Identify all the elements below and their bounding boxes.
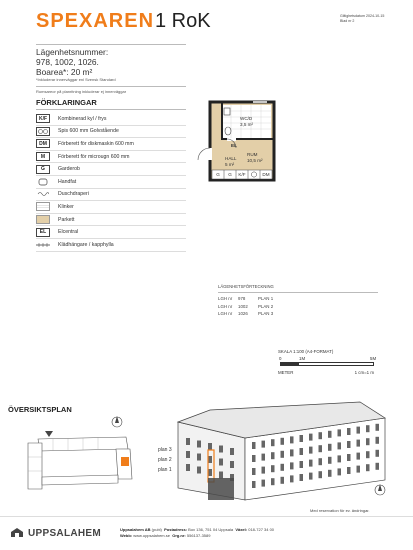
window-icon <box>262 480 266 487</box>
window-icon <box>290 462 294 469</box>
area-note: *Inkluderar innerväggar enl Svensk Standard <box>36 77 116 82</box>
legend-item <box>36 214 186 227</box>
room-area-note: Rumsareor på planritning inkluderar ej innerväggar <box>36 89 127 94</box>
legend-label: Förberett för diskmaskin 600 mm <box>58 140 134 147</box>
wc-area: 3,5 m² <box>240 121 254 127</box>
window-icon <box>300 435 304 442</box>
window-icon <box>208 469 212 476</box>
parquet-icon <box>36 215 50 224</box>
stove-icon <box>36 127 50 136</box>
floor-plan-drawing <box>195 96 305 196</box>
legend-label: Garderob <box>58 166 80 173</box>
window-icon <box>219 446 223 453</box>
floor-plan <box>195 96 305 196</box>
company-suffix: (publ) <box>151 527 162 532</box>
scale-title: SKALA 1:100 (A4-FORMAT) <box>278 349 334 354</box>
legend-item <box>36 226 186 239</box>
window-icon <box>357 440 361 447</box>
apartment-area: Boarea*: 20 m² <box>36 67 93 77</box>
window-icon <box>219 459 223 466</box>
window-icon <box>347 467 351 474</box>
apartment-prefix: LGH nr <box>218 296 233 302</box>
kitchen-symbol: K/F <box>238 172 246 177</box>
floor-label-3: plan 3 <box>158 447 172 453</box>
apartment-list-rows <box>218 295 378 318</box>
kitchen-symbol: DM <box>262 172 270 177</box>
legend-label: Handfat <box>58 178 77 185</box>
apartment-list-row <box>218 303 378 311</box>
window-icon <box>376 450 380 457</box>
legend-label: Parkett <box>58 216 75 223</box>
window-icon <box>290 449 294 456</box>
building-perspective <box>150 400 395 505</box>
window-icon <box>252 468 256 475</box>
scale-ratio: 1 cm=1 m <box>354 370 374 375</box>
window-icon <box>186 451 190 458</box>
window-icon <box>366 438 370 445</box>
apartment-number: 1002 <box>238 303 248 309</box>
footer <box>0 516 413 550</box>
legend-label: Förberett för microugn 600 mm <box>58 153 130 160</box>
apartment-floor: PLAN 3 <box>258 311 274 317</box>
window-icon <box>262 441 266 448</box>
window-icon <box>271 478 275 485</box>
room-area: 10,5 m² <box>247 157 263 163</box>
legend-label: Klädhängare / kapphylla <box>58 241 114 248</box>
legend <box>36 98 186 252</box>
window-icon <box>271 465 275 472</box>
window-icon <box>357 427 361 434</box>
scale-tick-0: 0 <box>279 356 282 361</box>
window-icon <box>252 481 256 488</box>
apartment-list-title: LÄGENHETSFÖRTECKNING <box>218 284 378 293</box>
window-icon <box>309 434 313 441</box>
window-icon <box>197 454 201 461</box>
scale-bar <box>278 349 388 375</box>
scale-tick-1: 1M <box>299 356 306 361</box>
legend-label: Elcentral <box>58 229 79 236</box>
floor-label-1: plan 1 <box>158 467 172 473</box>
footer-contact <box>120 527 405 539</box>
room-name: RUM <box>247 152 258 157</box>
sink-icon <box>224 108 230 115</box>
window-icon <box>338 455 342 462</box>
wc-name: WC/D <box>240 116 253 121</box>
window-icon <box>219 472 223 479</box>
floor-label-2: plan 2 <box>158 457 172 463</box>
sheet-number: Blad nr 2 <box>340 19 355 23</box>
scale-tick-5: 5M <box>370 356 377 361</box>
legend-label: Klinker <box>58 203 74 210</box>
window-icon <box>319 471 323 478</box>
window-icon <box>309 473 313 480</box>
window-icon <box>376 437 380 444</box>
window-icon <box>319 432 323 439</box>
apartment-numbers: 978, 1002, 1026. <box>36 57 99 67</box>
legend-item <box>36 176 186 189</box>
window-icon <box>328 470 332 477</box>
window-icon <box>366 464 370 471</box>
window-icon <box>262 454 266 461</box>
apartment-info <box>36 44 186 95</box>
window-icon <box>262 467 266 474</box>
legend-symbol-text: M <box>40 153 46 160</box>
apartment-floor: PLAN 1 <box>258 296 274 302</box>
apartment-list <box>218 284 378 318</box>
window-icon <box>300 448 304 455</box>
window-icon <box>338 442 342 449</box>
ground-floor-storefront <box>208 478 234 500</box>
window-icon <box>208 456 212 463</box>
window-icon <box>376 424 380 431</box>
window-icon <box>319 458 323 465</box>
window-icon <box>230 448 234 455</box>
reservation-note: Med reservation för ev. ändringar. <box>310 508 370 513</box>
validity-block <box>340 14 400 24</box>
hall-name: HALL <box>225 156 237 161</box>
window-icon <box>208 443 212 450</box>
window-icon <box>319 445 323 452</box>
kitchen-symbol <box>248 170 260 179</box>
window-icon <box>338 468 342 475</box>
legend-item <box>36 163 186 176</box>
scale-bar-fill <box>280 362 299 366</box>
legend-symbol-text: K/F <box>38 115 48 122</box>
window-icon <box>271 439 275 446</box>
window-icon <box>309 460 313 467</box>
kitchen-symbols <box>212 170 272 179</box>
window-icon <box>347 454 351 461</box>
entrance-marker-icon <box>45 431 53 437</box>
scale-footer <box>278 370 374 375</box>
web-label: Webb: <box>120 533 133 538</box>
window-icon <box>357 453 361 460</box>
window-icon <box>357 466 361 473</box>
legend-label: Kombinerad kyl / frys <box>58 115 107 122</box>
uppsalahem-logo-icon <box>10 527 24 539</box>
apartment-numbers-label: Lägenhetsnummer: <box>36 47 109 57</box>
hall-label <box>225 156 237 167</box>
legend-label: Spis 600 mm Golvstående <box>58 128 119 135</box>
org-number: 556137-3589 <box>186 533 211 538</box>
window-icon <box>300 474 304 481</box>
apartment-prefix: LGH nr <box>218 303 233 309</box>
kitchen-symbol: G <box>228 172 232 177</box>
apartment-list-row <box>218 295 378 303</box>
web-link[interactable]: www.uppsalahem.se <box>133 533 170 538</box>
divider <box>36 86 186 87</box>
window-icon <box>197 441 201 448</box>
room-label <box>247 152 263 163</box>
overview-title: ÖVERSIKTSPLAN <box>8 405 72 414</box>
legend-item <box>36 113 186 126</box>
north-arrow-icon <box>375 484 385 495</box>
legend-label: Duschdraperi <box>58 191 89 198</box>
address-label: Postadress: <box>164 527 188 532</box>
wc-room-label <box>240 116 253 127</box>
microwave-icon <box>36 152 50 161</box>
legend-item <box>36 151 186 164</box>
legend-symbol-text: G <box>41 166 45 173</box>
window-icon <box>252 455 256 462</box>
phone-label: Växel: <box>235 527 248 532</box>
window-icon <box>271 452 275 459</box>
window-icon <box>252 442 256 449</box>
electrical-panel-label: EL <box>231 143 237 148</box>
toilet-icon <box>225 127 231 135</box>
legend-item <box>36 189 186 202</box>
window-icon <box>186 438 190 445</box>
window-icon <box>347 441 351 448</box>
window-icon <box>281 438 285 445</box>
window-icon <box>281 464 285 471</box>
apartment-prefix: LGH nr <box>218 311 233 317</box>
window-icon <box>328 431 332 438</box>
apartment-list-row <box>218 310 378 318</box>
divider <box>36 44 186 45</box>
apartment-number: 1026 <box>238 311 248 317</box>
apartment-type-title: 1 RoK <box>155 10 211 32</box>
entry-door-opening <box>208 148 212 160</box>
wardrobe-icon <box>36 165 50 174</box>
kitchen-symbol: G <box>216 172 220 177</box>
window-icon <box>366 425 370 432</box>
window-icon <box>290 475 294 482</box>
dishwasher-icon <box>36 139 50 148</box>
apartment-floor: PLAN 2 <box>258 303 274 309</box>
north-arrow-icon <box>112 416 122 427</box>
shower-curtain-icon <box>36 190 50 199</box>
bathroom-door-opening <box>227 138 236 141</box>
tile-icon <box>36 202 50 211</box>
legend-items <box>36 113 186 252</box>
window-icon <box>300 461 304 468</box>
electrical-panel-icon <box>36 228 50 237</box>
window-icon <box>328 457 332 464</box>
window-icon <box>338 429 342 436</box>
window-icon <box>328 444 332 451</box>
window-icon <box>347 428 351 435</box>
window-icon <box>281 451 285 458</box>
org-label: Org.nr: <box>172 533 186 538</box>
site-plan <box>8 415 143 505</box>
site-plan-buildings <box>28 437 132 489</box>
footer-brand-name: UPPSALAHEM <box>28 527 102 539</box>
legend-symbol-text: EL <box>39 229 47 236</box>
coat-rack-icon <box>36 240 50 249</box>
legend-item <box>36 138 186 151</box>
window-icon <box>309 447 313 454</box>
legend-item <box>36 239 186 252</box>
scale-unit: METER <box>278 370 294 375</box>
fridge-freezer-icon <box>36 114 50 123</box>
brand-title: SPEXAREN <box>36 10 155 32</box>
legend-title: FÖRKLARINGAR <box>36 98 186 110</box>
footer-brand <box>10 527 101 539</box>
validity-date: Giltighetsdatum 2024-10-15 <box>340 14 385 18</box>
address-value: Box 136, 751 04 Uppsala <box>188 527 234 532</box>
window-icon <box>230 461 234 468</box>
window-icon <box>376 463 380 470</box>
legend-item <box>36 201 186 214</box>
legend-item <box>36 126 186 139</box>
hall-area: 5 m² <box>225 161 235 167</box>
window-icon <box>281 477 285 484</box>
window-icon <box>290 436 294 443</box>
scale-ruler <box>278 356 388 370</box>
window-icon <box>366 451 370 458</box>
legend-symbol-text: DM <box>39 140 47 147</box>
phone-value: 018-727 34 00 <box>248 527 275 532</box>
apartment-number: 978 <box>238 296 246 302</box>
window-icon <box>197 467 201 474</box>
highlighted-apartment-marker <box>121 457 129 466</box>
window-icon <box>186 464 190 471</box>
sink-icon <box>36 177 50 186</box>
company-name: Uppsalahem AB <box>120 527 151 532</box>
